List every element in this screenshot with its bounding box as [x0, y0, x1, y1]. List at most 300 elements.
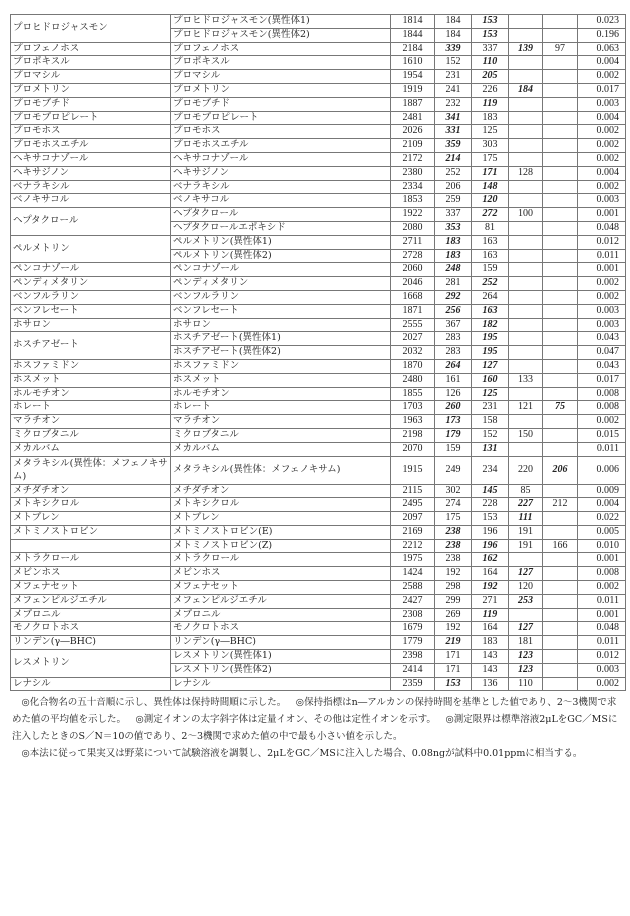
qual-ion: 163: [472, 235, 509, 249]
table-row: [11, 387, 626, 401]
quant-ion: 153: [472, 28, 509, 42]
quant-ion: 127: [509, 567, 543, 581]
quant-ion: 292: [435, 290, 472, 304]
quant-ion: 163: [472, 304, 509, 318]
detection-limit: 0.003: [578, 304, 626, 318]
detection-limit: 0.022: [578, 512, 626, 526]
qual-ion: 184: [435, 15, 472, 29]
detection-limit: 0.005: [578, 525, 626, 539]
qual-ion: [543, 663, 578, 677]
detection-limit: 0.043: [578, 332, 626, 346]
qual-ion: [509, 152, 543, 166]
detection-limit: 0.001: [578, 553, 626, 567]
analyte-name: メフェナセット: [171, 581, 391, 595]
retention-index: 1610: [391, 56, 435, 70]
quant-ion: 192: [472, 581, 509, 595]
retention-index: 2080: [391, 221, 435, 235]
detection-limit: 0.006: [578, 456, 626, 484]
retention-index: 1954: [391, 70, 435, 84]
qual-ion: 164: [472, 567, 509, 581]
analyte-name: プロヒドロジャスモン(異性体2): [171, 28, 391, 42]
retention-index: 2414: [391, 663, 435, 677]
detection-limit: 0.001: [578, 263, 626, 277]
note-detection-limit: ◎測定限界は標準溶液2μLをGC／MSに注入したときのS／N＝10の値であり、2～3機関で求めた値の中で最も小さい値を示した。: [12, 714, 618, 742]
analyte-name: ホスチアゼート(異性体1): [171, 332, 391, 346]
analyte-name: ホルモチオン: [171, 387, 391, 401]
analyte-name: ベナラキシル: [171, 180, 391, 194]
qual-ion: [543, 125, 578, 139]
detection-limit: 0.002: [578, 677, 626, 691]
note-retention-index: ◎保持指標はn―アルカンの保持時間を基準とした値であり、2～3機関で求めた値の平均値を示した。: [12, 697, 617, 725]
quant-ion: 331: [435, 125, 472, 139]
detection-limit: 0.002: [578, 70, 626, 84]
qual-ion: 133: [509, 373, 543, 387]
retention-index: 2109: [391, 139, 435, 153]
qual-ion: 234: [472, 456, 509, 484]
retention-index: 1853: [391, 194, 435, 208]
detection-limit: 0.048: [578, 622, 626, 636]
compound-name: モノクロトホス: [11, 622, 171, 636]
retention-index: 1915: [391, 456, 435, 484]
retention-index: 2398: [391, 650, 435, 664]
quant-ion: 219: [435, 636, 472, 650]
qual-ion: [543, 194, 578, 208]
detection-limit: 0.009: [578, 484, 626, 498]
qual-ion: [509, 249, 543, 263]
retention-index: 2184: [391, 42, 435, 56]
qual-ion: [543, 636, 578, 650]
analyte-name: メチダチオン: [171, 484, 391, 498]
retention-index: 2198: [391, 428, 435, 442]
detection-limit: 0.003: [578, 194, 626, 208]
qual-ion: 264: [472, 290, 509, 304]
qual-ion: 159: [435, 442, 472, 456]
quant-ion: 238: [435, 525, 472, 539]
qual-ion: 192: [435, 567, 472, 581]
qual-ion: [543, 359, 578, 373]
table-row: [11, 622, 626, 636]
analyte-name: マラチオン: [171, 415, 391, 429]
qual-ion: 171: [435, 650, 472, 664]
compound-name: メプロニル: [11, 608, 171, 622]
table-row: [11, 125, 626, 139]
quant-ion: 184: [509, 83, 543, 97]
retention-index: 1844: [391, 28, 435, 42]
qual-ion: 232: [435, 97, 472, 111]
compound-name: プロフェノホス: [11, 42, 171, 56]
quant-ion: 195: [472, 332, 509, 346]
retention-index: 1668: [391, 290, 435, 304]
qual-ion: 281: [435, 277, 472, 291]
retention-index: 2359: [391, 677, 435, 691]
compound-name: ペルメトリン: [11, 235, 171, 263]
retention-index: 2481: [391, 111, 435, 125]
retention-index: 2032: [391, 346, 435, 360]
qual-ion: 181: [509, 636, 543, 650]
qual-ion: [509, 56, 543, 70]
analyte-name: ホスメット: [171, 373, 391, 387]
table-row: [11, 318, 626, 332]
pesticide-table: [10, 14, 626, 691]
qual-ion: [509, 221, 543, 235]
quant-ion: 171: [472, 166, 509, 180]
footnote-paragraph-1: [12, 694, 618, 745]
quant-ion: 75: [543, 401, 578, 415]
detection-limit: 0.004: [578, 111, 626, 125]
table-row: [11, 636, 626, 650]
retention-index: 1975: [391, 553, 435, 567]
compound-name: ヘプタクロール: [11, 208, 171, 236]
retention-index: 1855: [391, 387, 435, 401]
qual-ion: [509, 290, 543, 304]
detection-limit: 0.004: [578, 166, 626, 180]
qual-ion: [543, 97, 578, 111]
detection-limit: 0.002: [578, 415, 626, 429]
analyte-name: レスメトリン(異性体1): [171, 650, 391, 664]
retention-index: 1963: [391, 415, 435, 429]
quant-ion: 119: [472, 608, 509, 622]
retention-index: 2334: [391, 180, 435, 194]
compound-name: メフェナセット: [11, 581, 171, 595]
table-row: [11, 359, 626, 373]
retention-index: 2172: [391, 152, 435, 166]
qual-ion: [543, 15, 578, 29]
qual-ion: [543, 263, 578, 277]
table-row: [11, 567, 626, 581]
compound-name: ベンフルラリン: [11, 290, 171, 304]
qual-ion: 231: [435, 70, 472, 84]
quant-ion: 111: [509, 512, 543, 526]
qual-ion: 184: [435, 28, 472, 42]
table-row: [11, 594, 626, 608]
qual-ion: [543, 581, 578, 595]
quant-ion: 131: [472, 442, 509, 456]
compound-name: メカルバム: [11, 442, 171, 456]
footnotes: [12, 694, 618, 762]
qual-ion: 259: [435, 194, 472, 208]
retention-index: 2070: [391, 442, 435, 456]
quant-ion: 148: [472, 180, 509, 194]
qual-ion: 128: [509, 166, 543, 180]
qual-ion: [543, 484, 578, 498]
compound-name: ミクロブタニル: [11, 428, 171, 442]
qual-ion: 150: [509, 428, 543, 442]
qual-ion: [509, 70, 543, 84]
qual-ion: 100: [509, 208, 543, 222]
compound-name: ホルモチオン: [11, 387, 171, 401]
compound-name: ホサロン: [11, 318, 171, 332]
qual-ion: [543, 318, 578, 332]
quant-ion: 153: [472, 15, 509, 29]
qual-ion: 183: [472, 111, 509, 125]
quant-ion: 253: [509, 594, 543, 608]
detection-limit: 0.010: [578, 539, 626, 553]
analyte-name: ベノキサコル: [171, 194, 391, 208]
table-row: [11, 677, 626, 691]
qual-ion: 238: [435, 553, 472, 567]
analyte-name: ホスファミドン: [171, 359, 391, 373]
quant-ion: 125: [472, 387, 509, 401]
table-row: [11, 111, 626, 125]
compound-name: ホレート: [11, 401, 171, 415]
qual-ion: 231: [472, 401, 509, 415]
analyte-name: ベンフルラリン: [171, 290, 391, 304]
table-row: [11, 139, 626, 153]
table-row: [11, 484, 626, 498]
compound-name: メビンホス: [11, 567, 171, 581]
quant-ion: 127: [472, 359, 509, 373]
analyte-name: ホレート: [171, 401, 391, 415]
retention-index: 1679: [391, 622, 435, 636]
table-row: [11, 152, 626, 166]
analyte-name: プロヒドロジャスモン(異性体1): [171, 15, 391, 29]
compound-name: メトキシクロル: [11, 498, 171, 512]
qual-ion: [509, 387, 543, 401]
quant-ion: 206: [543, 456, 578, 484]
compound-name: プロメトリン: [11, 83, 171, 97]
retention-index: 2308: [391, 608, 435, 622]
detection-limit: 0.012: [578, 235, 626, 249]
qual-ion: [509, 359, 543, 373]
quant-ion: 153: [435, 677, 472, 691]
compound-name: ベナラキシル: [11, 180, 171, 194]
quant-ion: 110: [472, 56, 509, 70]
qual-ion: [509, 608, 543, 622]
analyte-name: プロモブチド: [171, 97, 391, 111]
table-row: [11, 194, 626, 208]
qual-ion: [509, 346, 543, 360]
analyte-name: プロモプロピレート: [171, 111, 391, 125]
table-row: [11, 650, 626, 664]
qual-ion: [543, 622, 578, 636]
retention-index: 2026: [391, 125, 435, 139]
analyte-name: プロモホスエチル: [171, 139, 391, 153]
analyte-name: ヘプタクロール: [171, 208, 391, 222]
compound-name: メトミノストロビン: [11, 525, 171, 539]
detection-limit: 0.063: [578, 42, 626, 56]
detection-limit: 0.003: [578, 663, 626, 677]
qual-ion: [543, 553, 578, 567]
quant-ion: 353: [435, 221, 472, 235]
detection-limit: 0.003: [578, 318, 626, 332]
analyte-name: ベンフレセート: [171, 304, 391, 318]
qual-ion: [543, 512, 578, 526]
qual-ion: [543, 442, 578, 456]
table-row: [11, 608, 626, 622]
qual-ion: 175: [435, 512, 472, 526]
detection-limit: 0.048: [578, 221, 626, 235]
qual-ion: [543, 525, 578, 539]
retention-index: 1814: [391, 15, 435, 29]
detection-limit: 0.002: [578, 152, 626, 166]
compound-name: プロモプロピレート: [11, 111, 171, 125]
detection-limit: 0.002: [578, 290, 626, 304]
qual-ion: [543, 166, 578, 180]
compound-name: マラチオン: [11, 415, 171, 429]
quant-ion: 179: [435, 428, 472, 442]
detection-limit: 0.011: [578, 636, 626, 650]
detection-limit: 0.043: [578, 359, 626, 373]
retention-index: 2212: [391, 539, 435, 553]
table-row: [11, 56, 626, 70]
table-row: [11, 525, 626, 539]
analyte-name: レナシル: [171, 677, 391, 691]
analyte-name: ペンディメタリン: [171, 277, 391, 291]
qual-ion: 175: [472, 152, 509, 166]
detection-limit: 0.008: [578, 567, 626, 581]
quant-ion: 341: [435, 111, 472, 125]
analyte-name: ペンコナゾール: [171, 263, 391, 277]
qual-ion: 283: [435, 346, 472, 360]
retention-index: 2097: [391, 512, 435, 526]
compound-name: メトプレン: [11, 512, 171, 526]
analyte-name: メトプレン: [171, 512, 391, 526]
retention-index: 1779: [391, 636, 435, 650]
analyte-name: プロフェノホス: [171, 42, 391, 56]
compound-name: リンデン(γ―BHC): [11, 636, 171, 650]
retention-index: 2728: [391, 249, 435, 263]
quant-ion: 238: [435, 539, 472, 553]
compound-name: レスメトリン: [11, 650, 171, 678]
retention-index: 1887: [391, 97, 435, 111]
qual-ion: 302: [435, 484, 472, 498]
retention-index: 2060: [391, 263, 435, 277]
qual-ion: [543, 567, 578, 581]
qual-ion: 298: [435, 581, 472, 595]
qual-ion: [543, 56, 578, 70]
table-row: [11, 512, 626, 526]
analyte-name: ペルメトリン(異性体2): [171, 249, 391, 263]
qual-ion: 110: [509, 677, 543, 691]
analyte-name: レスメトリン(異性体2): [171, 663, 391, 677]
qual-ion: [543, 594, 578, 608]
detection-limit: 0.003: [578, 97, 626, 111]
qual-ion: 126: [435, 387, 472, 401]
qual-ion: 191: [509, 525, 543, 539]
analyte-name: リンデン(γ―BHC): [171, 636, 391, 650]
qual-ion: [543, 304, 578, 318]
retention-index: 2046: [391, 277, 435, 291]
quant-ion: 196: [472, 539, 509, 553]
quant-ion: 205: [472, 70, 509, 84]
compound-name: [11, 539, 171, 553]
analyte-name: メビンホス: [171, 567, 391, 581]
table-row: [11, 553, 626, 567]
compound-name: ベンフレセート: [11, 304, 171, 318]
table-row: [11, 42, 626, 56]
qual-ion: 153: [472, 512, 509, 526]
qual-ion: 249: [435, 456, 472, 484]
qual-ion: 192: [435, 622, 472, 636]
compound-name: プロモホス: [11, 125, 171, 139]
qual-ion: 212: [543, 498, 578, 512]
analyte-name: メフェンピルジエチル: [171, 594, 391, 608]
analyte-name: ミクロブタニル: [171, 428, 391, 442]
qual-ion: 152: [435, 56, 472, 70]
detection-limit: 0.008: [578, 387, 626, 401]
analyte-name: ヘキサコナゾール: [171, 152, 391, 166]
qual-ion: 120: [509, 581, 543, 595]
qual-ion: [509, 553, 543, 567]
compound-name: ヘキサジノン: [11, 166, 171, 180]
qual-ion: [543, 650, 578, 664]
quant-ion: 248: [435, 263, 472, 277]
qual-ion: 81: [472, 221, 509, 235]
detection-limit: 0.017: [578, 83, 626, 97]
qual-ion: [543, 373, 578, 387]
qual-ion: [543, 415, 578, 429]
compound-name: ヘキサコナゾール: [11, 152, 171, 166]
table-row: [11, 235, 626, 249]
qual-ion: 163: [472, 249, 509, 263]
detection-limit: 0.004: [578, 498, 626, 512]
qual-ion: [543, 608, 578, 622]
quant-ion: 227: [509, 498, 543, 512]
detection-limit: 0.002: [578, 581, 626, 595]
qual-ion: 125: [472, 125, 509, 139]
qual-ion: [509, 277, 543, 291]
qual-ion: 171: [435, 663, 472, 677]
analyte-name: メトミノストロビン(Z): [171, 539, 391, 553]
retention-index: 1919: [391, 83, 435, 97]
analyte-name: ヘキサジノン: [171, 166, 391, 180]
retention-index: 2380: [391, 166, 435, 180]
qual-ion: [543, 235, 578, 249]
qual-ion: [509, 15, 543, 29]
detection-limit: 0.004: [578, 56, 626, 70]
table-row: [11, 304, 626, 318]
qual-ion: 85: [509, 484, 543, 498]
detection-limit: 0.002: [578, 139, 626, 153]
note-ions: ◎測定イオンの太字斜字体は定量イオン、その他は定性イオンを示す。: [135, 714, 436, 725]
qual-ion: 159: [472, 263, 509, 277]
retention-index: 2115: [391, 484, 435, 498]
detection-limit: 0.002: [578, 277, 626, 291]
table-row: [11, 442, 626, 456]
quant-ion: 256: [435, 304, 472, 318]
detection-limit: 0.011: [578, 594, 626, 608]
qual-ion: [543, 387, 578, 401]
table-row: [11, 83, 626, 97]
retention-index: 2711: [391, 235, 435, 249]
retention-index: 1870: [391, 359, 435, 373]
qual-ion: [509, 415, 543, 429]
qual-ion: 121: [509, 401, 543, 415]
retention-index: 2427: [391, 594, 435, 608]
quant-ion: 162: [472, 553, 509, 567]
qual-ion: [543, 208, 578, 222]
compound-name: メトラクロール: [11, 553, 171, 567]
analyte-name: メタラキシル(異性体：メフェノキサム): [171, 456, 391, 484]
retention-index: 2169: [391, 525, 435, 539]
compound-name: ペンコナゾール: [11, 263, 171, 277]
detection-limit: 0.001: [578, 208, 626, 222]
analyte-name: メカルバム: [171, 442, 391, 456]
analyte-name: ヘプタクロールエポキシド: [171, 221, 391, 235]
table-row: [11, 70, 626, 84]
table-row: [11, 15, 626, 29]
retention-index: 2480: [391, 373, 435, 387]
detection-limit: 0.196: [578, 28, 626, 42]
analyte-name: ホサロン: [171, 318, 391, 332]
qual-ion: [543, 70, 578, 84]
qual-ion: 271: [472, 594, 509, 608]
qual-ion: 274: [435, 498, 472, 512]
compound-name: プロモホスエチル: [11, 139, 171, 153]
detection-limit: 0.001: [578, 608, 626, 622]
analyte-name: モノクロトホス: [171, 622, 391, 636]
qual-ion: 241: [435, 83, 472, 97]
